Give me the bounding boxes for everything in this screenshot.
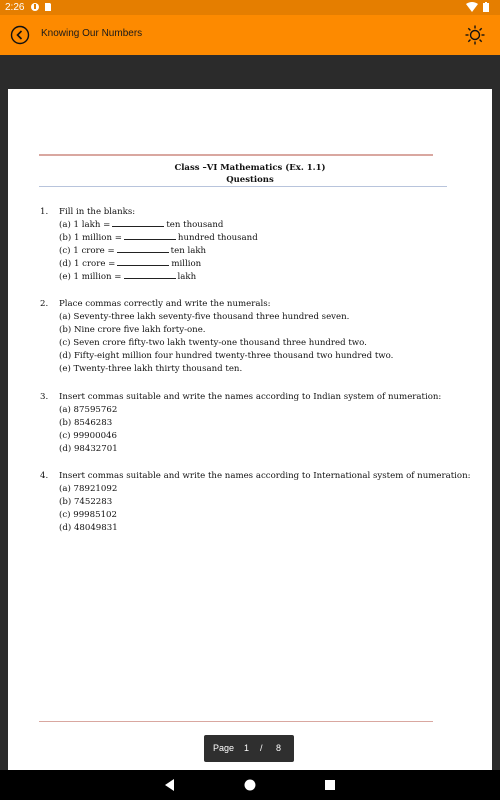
- nav-recents-square-icon[interactable]: [322, 777, 338, 793]
- page-current: 1: [244, 743, 250, 753]
- page-indicator[interactable]: [204, 735, 294, 762]
- divider-bottom: [39, 721, 433, 722]
- question-prompt: Insert commas suitable and write the names according to Indian system of numeration:: [59, 392, 442, 402]
- blank-item: [59, 219, 258, 232]
- viewer-background: [0, 55, 500, 89]
- blank-line: [117, 245, 169, 253]
- status-time: 2:26: [5, 2, 25, 13]
- wifi-icon: [466, 2, 478, 12]
- blank-item-lead: (b) 1 million =: [59, 233, 122, 243]
- page-total: 8: [276, 743, 282, 753]
- battery-icon: [482, 2, 490, 12]
- nav-back-triangle-icon[interactable]: [162, 777, 178, 793]
- list-item: (a) 78921092: [59, 484, 118, 494]
- blank-item-tail: ten lakh: [170, 246, 207, 256]
- page-label: Page: [213, 743, 235, 753]
- question-number: 3.: [40, 392, 49, 402]
- notification-icon: [30, 2, 40, 12]
- list-item: (d) Fifty-eight million four hundred twenty-three thousand two hundred two.: [59, 351, 394, 361]
- blank-line: [124, 271, 176, 279]
- app-bar: [0, 15, 500, 55]
- list-item: (b) 8546283: [59, 418, 113, 428]
- sd-card-icon: [44, 2, 52, 12]
- list-item: (d) 48049831: [59, 523, 118, 533]
- list-item: (c) 99900046: [59, 431, 117, 441]
- list-item: (b) Nine crore five lakh forty-one.: [59, 325, 206, 335]
- question-prompt: Fill in the blanks:: [59, 207, 136, 217]
- question-number: 1.: [40, 207, 49, 217]
- list-item: (b) 7452283: [59, 497, 113, 507]
- doc-subheading: Questions: [226, 175, 274, 185]
- system-nav-bar: [0, 770, 500, 800]
- blank-item-tail: hundred thousand: [177, 233, 258, 243]
- blank-item: [59, 245, 258, 258]
- question-number: 2.: [40, 299, 49, 309]
- blank-line: [112, 219, 164, 227]
- blank-item-lead: (e) 1 million =: [59, 272, 122, 282]
- blank-item-lead: (c) 1 crore =: [59, 246, 115, 256]
- divider-top: [39, 154, 433, 156]
- list-item: (d) 98432701: [59, 444, 118, 454]
- blank-item: [59, 232, 258, 245]
- list-item: (c) 99985102: [59, 510, 117, 520]
- pdf-page[interactable]: [8, 89, 492, 770]
- list-item: (a) 87595762: [59, 405, 118, 415]
- list-item: (c) Seven crore fifty-two lakh twenty-one thousand three hundred two.: [59, 338, 367, 348]
- blank-item: [59, 271, 258, 284]
- blank-item-tail: million: [171, 259, 202, 269]
- status-bar: [0, 0, 500, 15]
- brightness-icon[interactable]: [465, 25, 485, 45]
- divider-heading: [39, 186, 447, 187]
- question-prompt: Insert commas suitable and write the names according to International system of numeration:: [59, 471, 471, 481]
- blank-item: [59, 258, 258, 271]
- blank-item-tail: lakh: [177, 272, 197, 282]
- blank-line: [117, 258, 169, 266]
- list-item: (e) Twenty-three lakh thirty thousand ten.: [59, 364, 243, 374]
- back-arrow-circle-icon[interactable]: [10, 25, 30, 45]
- nav-home-circle-icon[interactable]: [242, 777, 258, 793]
- question-number: 4.: [40, 471, 49, 481]
- blank-item-lead: (d) 1 crore =: [59, 259, 116, 269]
- question-prompt: Place commas correctly and write the numerals:: [59, 299, 271, 309]
- list-item: (a) Seventy-three lakh seventy-five thousand three hundred seven.: [59, 312, 350, 322]
- blank-line: [124, 232, 176, 240]
- page-separator: /: [260, 743, 263, 753]
- blank-item-lead: (a) 1 lakh =: [59, 220, 111, 230]
- app-title: Knowing Our Numbers: [41, 28, 143, 39]
- blank-item-tail: ten thousand: [166, 220, 224, 230]
- doc-heading: Class –VI Mathematics (Ex. 1.1): [174, 163, 326, 173]
